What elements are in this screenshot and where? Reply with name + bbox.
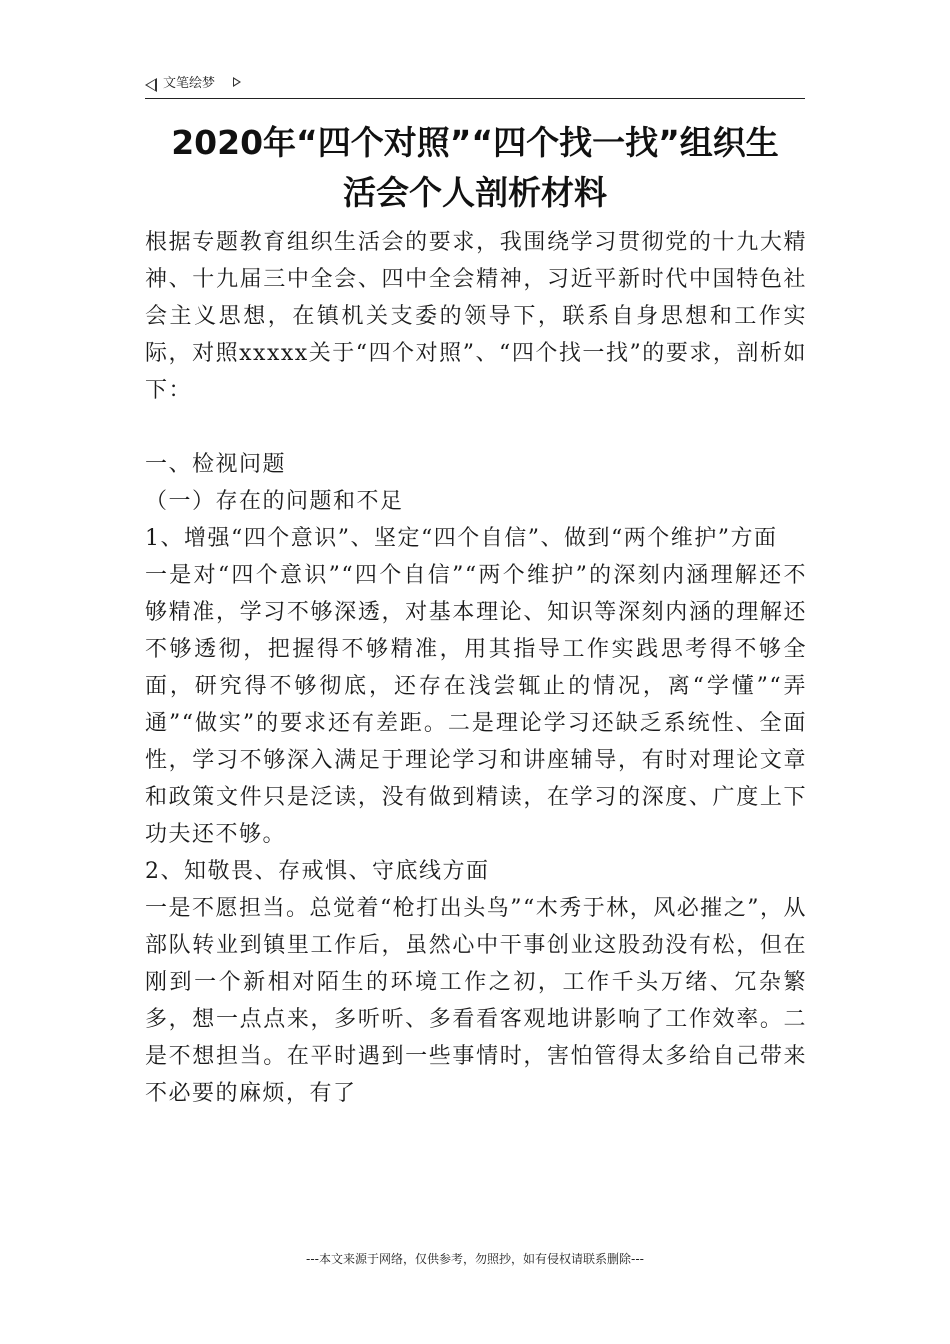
section-heading: 一、检视问题 <box>145 452 287 477</box>
footer-disclaimer: ---本文来源于网络，仅供参考，勿照抄，如有侵权请联系删除--- <box>306 1252 644 1266</box>
item-heading-2: 2、知敬畏、存戒惧、守底线方面 <box>145 859 490 884</box>
triangle-left-icon <box>145 78 157 92</box>
title-line-2: 活会个人剖析材料 <box>343 173 607 212</box>
item-paragraph-1: 一是对“四个意识”“四个自信”“两个维护”的深刻内涵理解还不够精准，学习不够深透，对基本理论、知识等深刻内涵的理解还不够透彻，把握得不够精准，用其指导工作实践思考得不够全面，研究得不够彻底，还存在浅尝辄止的情况，离“学懂”“弄通”“做实”的要求还有差距。二是理论学习还缺乏系统性、全面性，学习不够深入满足于理论学习和讲座辅导，有时对理论文章和政策文件只是泛读，没有做到精读，在学习的深度、广度上下功夫还不够。 <box>145 563 807 847</box>
document-title <box>145 118 805 218</box>
paragraph-gap <box>145 409 807 446</box>
page-header <box>145 72 805 99</box>
document-body <box>145 224 807 1112</box>
triangle-right-icon <box>233 77 241 87</box>
item-heading-1: 1、增强“四个意识”、坚定“四个自信”、做到“两个维护”方面 <box>145 526 778 551</box>
subsection-heading: （一）存在的问题和不足 <box>145 489 404 514</box>
title-line-1: 2020年“四个对照”“四个找一找”组织生 <box>171 123 779 162</box>
item-paragraph-2: 一是不愿担当。总觉着“枪打出头鸟”“木秀于林，风必摧之”，从部队转业到镇里工作后，虽然心中干事创业这股劲没有松，但在刚到一个新相对陌生的环境工作之初，工作千头万绪、冗杂繁多，想一点点来，多听听、多看看客观地讲影响了工作效率。二是不想担当。在平时遇到一些事情时，害怕管得太多给自己带来不必要的麻烦，有了 <box>145 896 807 1106</box>
header-brand: 文笔绘梦 <box>163 76 216 91</box>
intro-paragraph: 根据专题教育组织生活会的要求，我围绕学习贯彻党的十九大精神、十九届三中全会、四中全会精神，习近平新时代中国特色社会主义思想，在镇机关支委的领导下，联系自身思想和工作实际，对照xxxxx关于“四个对照”、“四个找一找”的要求，剖析如下： <box>145 230 807 403</box>
